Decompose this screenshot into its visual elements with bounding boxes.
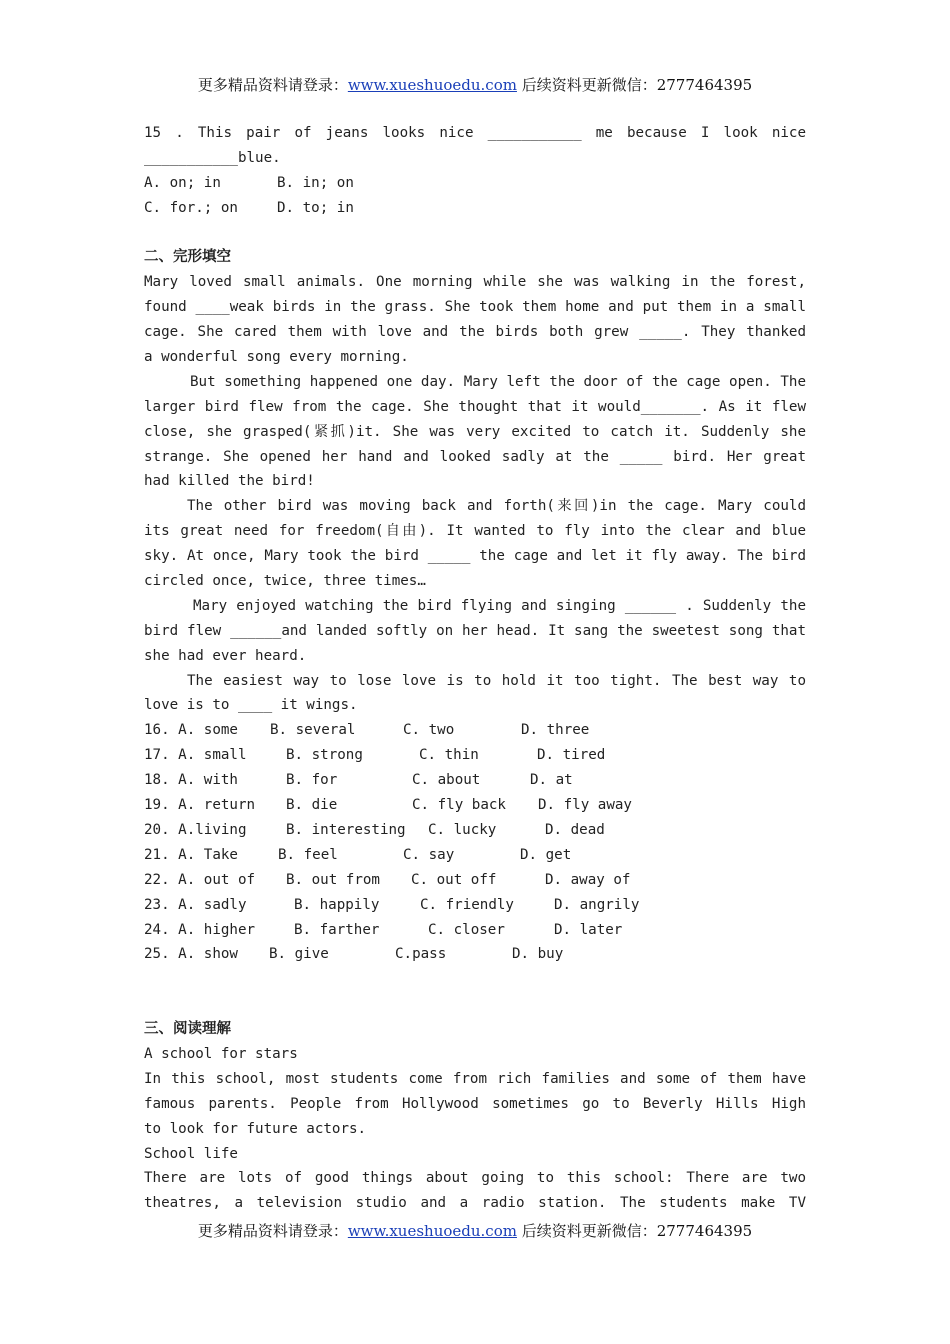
option-c: C. about	[412, 772, 481, 789]
option-a: 22. A. out of	[144, 871, 256, 888]
option-a: 19. A. return	[144, 797, 256, 814]
option-c: C. two	[403, 722, 455, 739]
option-d: D. tired	[537, 747, 606, 764]
option-b: B. happily	[294, 896, 380, 913]
option-b: B. interesting	[286, 821, 406, 838]
cloze-line: cage. She cared them with love and the birds both grew _____. They thanked	[144, 324, 806, 341]
q15-line2: ___________blue.	[144, 149, 281, 166]
cloze-line: larger bird flew from the cage. She thought that it would_______. As it flew	[144, 398, 806, 415]
cloze-line: But something happened one day. Mary left the door of the cage open. The	[190, 373, 806, 390]
option-c: C. thin	[419, 747, 479, 764]
option-b: B. for	[286, 772, 338, 789]
option-a: 21. A. Take	[144, 846, 238, 863]
option-a: 17. A. small	[144, 747, 247, 764]
option-b: B. give	[269, 946, 329, 963]
header-suffix: 后续资料更新微信：2777464395	[516, 76, 753, 94]
cloze-line: had killed the bird!	[144, 473, 315, 490]
option-d: D. at	[530, 772, 573, 789]
cloze-line: Mary loved small animals. One morning while she was walking in the forest,	[144, 274, 806, 291]
option-a: 23. A. sadly	[144, 896, 247, 913]
q15-option-b: B. in; on	[277, 174, 354, 191]
option-a: 16. A. some	[144, 722, 238, 739]
option-b: B. die	[286, 797, 338, 814]
q15-line1: 15 . This pair of jeans looks nice ___________ me because I look nice	[144, 125, 806, 141]
cloze-line: its great need for freedom(自由). It wanted to fly into the clear and blue	[144, 523, 806, 540]
option-row	[144, 793, 806, 818]
option-a: 25. A. show	[144, 946, 238, 963]
cloze-line: Mary enjoyed watching the bird flying and singing ______ . Suddenly the	[193, 597, 806, 614]
option-b: B. feel	[278, 846, 338, 863]
option-b: B. farther	[294, 921, 380, 938]
footer-link[interactable]: www.xueshuoedu.com	[347, 1222, 517, 1240]
reading-line: to look for future actors.	[144, 1120, 367, 1137]
cloze-line: The other bird was moving back and forth(来回)in the cage. Mary could	[187, 498, 806, 515]
reading-line: There are lots of good things about going to this school: There are two	[144, 1170, 806, 1187]
option-a: 24. A. higher	[144, 921, 256, 938]
option-d: D. later	[554, 921, 623, 938]
option-b: B. several	[270, 722, 356, 739]
page-footer	[0, 1220, 950, 1241]
reading-line: theatres, a television studio and a radio station. The students make TV	[144, 1195, 806, 1212]
reading-title: A school for stars	[144, 1045, 298, 1062]
footer-suffix: 后续资料更新微信：2777464395	[516, 1222, 753, 1240]
q15-option-c: C. for.; on	[144, 199, 238, 216]
option-row	[144, 818, 806, 843]
option-c: C. fly back	[412, 797, 506, 814]
footer-prefix: 更多精品资料请登录：	[197, 1222, 348, 1240]
option-row	[144, 718, 806, 743]
option-d: D. three	[521, 722, 590, 739]
option-c: C.pass	[395, 946, 447, 963]
cloze-line: The easiest way to lose love is to hold it too tight. The best way to	[187, 672, 806, 689]
option-a: 18. A. with	[144, 772, 238, 789]
cloze-line: found ____weak birds in the grass. She took them home and put them in a small	[144, 299, 806, 316]
document-body	[144, 121, 806, 1216]
option-row	[144, 868, 806, 893]
cloze-line: strange. She opened her hand and looked sadly at the _____ bird. Her great	[144, 448, 806, 465]
cloze-line: a wonderful song every morning.	[144, 349, 409, 366]
q15-options-cd	[144, 196, 806, 221]
option-d: D. dead	[545, 821, 605, 838]
option-d: D. get	[520, 846, 572, 863]
q15-option-d: D. to; in	[277, 199, 354, 216]
option-d: D. away of	[545, 871, 631, 888]
option-c: C. say	[403, 846, 455, 863]
option-c: C. closer	[428, 921, 505, 938]
cloze-line: she had ever heard.	[144, 647, 307, 664]
option-b: B. out from	[286, 871, 380, 888]
option-a: 20. A.living	[144, 821, 247, 838]
option-d: D. buy	[512, 946, 564, 963]
option-row	[144, 893, 806, 918]
cloze-line: love is to ____ it wings.	[144, 697, 358, 714]
header-link[interactable]: www.xueshuoedu.com	[347, 76, 517, 94]
section2-title: 二、完形填空	[144, 249, 231, 266]
option-c: C. lucky	[428, 821, 497, 838]
option-row	[144, 918, 806, 943]
option-row	[144, 942, 806, 967]
q15-options-ab	[144, 171, 806, 196]
option-row	[144, 743, 806, 768]
option-row	[144, 843, 806, 868]
option-d: D. fly away	[538, 797, 632, 814]
q15-option-a: A. on; in	[144, 174, 221, 191]
cloze-line: sky. At once, Mary took the bird _____ the cage and let it fly away. The bird	[144, 548, 806, 565]
cloze-line: bird flew ______and landed softly on her head. It sang the sweetest song that	[144, 622, 806, 639]
header-prefix: 更多精品资料请登录：	[197, 76, 348, 94]
option-d: D. angrily	[554, 896, 640, 913]
reading-subheading: School life	[144, 1145, 238, 1162]
option-c: C. friendly	[420, 896, 514, 913]
page-header	[0, 74, 950, 95]
option-row	[144, 768, 806, 793]
cloze-line: circled once, twice, three times…	[144, 573, 426, 590]
cloze-line: close, she grasped(紧抓)it. She was very excited to catch it. Suddenly she	[144, 423, 806, 440]
option-b: B. strong	[286, 747, 363, 764]
reading-line: famous parents. People from Hollywood sometimes go to Beverly Hills High	[144, 1095, 806, 1112]
option-c: C. out off	[411, 871, 497, 888]
section3-title: 三、阅读理解	[144, 1021, 231, 1038]
reading-line: In this school, most students come from rich families and some of them have	[144, 1070, 806, 1087]
